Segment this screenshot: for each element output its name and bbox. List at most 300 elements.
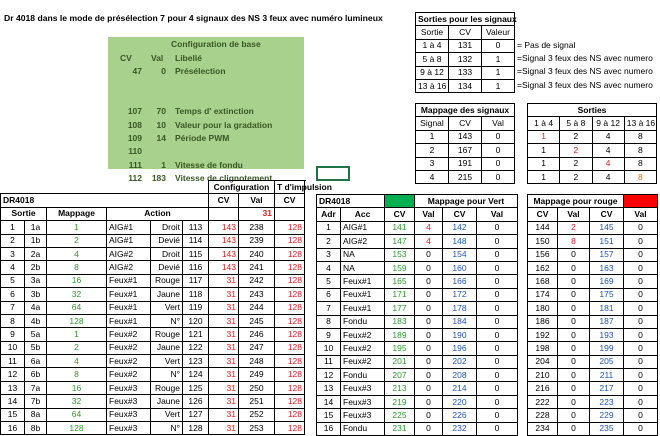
table-cell: 2 bbox=[560, 144, 592, 157]
table-cell: 2 bbox=[47, 234, 107, 247]
table-cell: Droit bbox=[151, 221, 183, 234]
table-row bbox=[528, 382, 658, 395]
table-cell: 3 bbox=[317, 248, 341, 261]
table-cell: 5 bbox=[1, 274, 25, 287]
table-cell: 208 bbox=[443, 369, 477, 382]
table-cell: 245 bbox=[239, 314, 275, 327]
table-cell: Vert bbox=[151, 355, 183, 368]
table-cell: 162 bbox=[528, 261, 558, 274]
table-cell: 143 bbox=[209, 234, 239, 247]
table-cell: 132 bbox=[449, 53, 482, 66]
table-cell: 202 bbox=[443, 355, 477, 368]
table-cell: Feux#2 bbox=[341, 355, 385, 368]
table-cell: 8 bbox=[624, 130, 656, 143]
table-cell: 0 bbox=[624, 235, 658, 248]
table-cell: AIG#1 bbox=[107, 234, 151, 247]
table-cell: 168 bbox=[528, 275, 558, 288]
table-cell: 205 bbox=[590, 355, 624, 368]
table-cell: 0 bbox=[482, 39, 515, 52]
table-cell: 142 bbox=[443, 221, 477, 234]
table-cell: 3 bbox=[416, 157, 449, 170]
table-cell: 2 bbox=[560, 157, 592, 170]
table-cell: 216 bbox=[528, 382, 558, 395]
table-cell: 117 bbox=[183, 274, 209, 287]
table-cell: 147 bbox=[385, 235, 415, 248]
table-cell: 220 bbox=[443, 395, 477, 408]
table-cell: 193 bbox=[590, 328, 624, 341]
table-cell: 0 bbox=[477, 342, 518, 355]
vert-header-adr: Adr bbox=[317, 208, 341, 221]
table-cell: 0 bbox=[415, 382, 443, 395]
rouge-header-val1: Val bbox=[558, 208, 590, 221]
table-cell: 248 bbox=[239, 355, 275, 368]
table-cell: 145 bbox=[590, 221, 624, 234]
table-cell: 2a bbox=[25, 247, 47, 260]
signal-type-note: =Signal 3 feux des NS avec numero bbox=[517, 79, 653, 90]
config-base-cell: Vitesse de clignotement bbox=[175, 173, 273, 184]
table-cell: 0 bbox=[558, 355, 590, 368]
table-cell: Feux#1 bbox=[107, 301, 151, 314]
table-cell: 0 bbox=[477, 261, 518, 274]
table-cell: 64 bbox=[47, 301, 107, 314]
table-cell: Jaune bbox=[151, 395, 183, 408]
table-cell: 0 bbox=[415, 409, 443, 422]
table-cell: 207 bbox=[385, 369, 415, 382]
table-cell: 8a bbox=[25, 408, 47, 421]
vert-table bbox=[316, 194, 518, 436]
table-cell: 156 bbox=[528, 248, 558, 261]
table-cell: 160 bbox=[443, 261, 477, 274]
table-row bbox=[528, 144, 657, 157]
table-cell: 229 bbox=[590, 409, 624, 422]
table-cell: 0 bbox=[558, 409, 590, 422]
table-cell: 1a bbox=[25, 221, 47, 234]
config-base-cell: Présélection bbox=[175, 66, 226, 76]
table-row bbox=[416, 79, 515, 92]
table-cell: Feux#1 bbox=[107, 314, 151, 327]
table-cell: 1 bbox=[528, 130, 560, 143]
config-base-title: Configuration de base bbox=[171, 39, 261, 49]
table-row bbox=[1, 221, 305, 234]
table-cell: 2b bbox=[25, 261, 47, 274]
table-row bbox=[528, 315, 658, 328]
table-cell: 0 bbox=[482, 130, 515, 143]
table-cell: Feux#2 bbox=[107, 355, 151, 368]
sorties-header-2: 5 à 8 bbox=[560, 117, 592, 130]
config-base-cell: 47 bbox=[132, 66, 142, 76]
table-cell: Jaune bbox=[151, 288, 183, 301]
table-cell: 4 bbox=[592, 157, 624, 170]
table-cell: 128 bbox=[275, 221, 305, 234]
table-cell: 0 bbox=[558, 248, 590, 261]
vert-header-val2: Val bbox=[477, 208, 518, 221]
config-base-cell: Vitesse de fondu bbox=[175, 159, 243, 170]
table-cell: 0 bbox=[558, 342, 590, 355]
table-row bbox=[528, 170, 657, 183]
table-cell: Vert bbox=[151, 408, 183, 421]
table-cell: Rouge bbox=[151, 274, 183, 287]
table-cell: 8 bbox=[624, 170, 656, 183]
table-cell: 31 bbox=[209, 301, 239, 314]
table-cell: 6a bbox=[25, 355, 47, 368]
table-cell: 167 bbox=[449, 144, 482, 157]
table-cell: 0 bbox=[624, 261, 658, 274]
table-cell: Feux#1 bbox=[341, 275, 385, 288]
table-cell: 0 bbox=[415, 369, 443, 382]
table-cell: 153 bbox=[385, 248, 415, 261]
table-cell: 0 bbox=[482, 157, 515, 170]
table-cell: 13 bbox=[1, 381, 25, 394]
table-cell: Feux#3 bbox=[341, 382, 385, 395]
table-cell: 187 bbox=[590, 315, 624, 328]
table-row bbox=[317, 261, 518, 274]
table-cell: 180 bbox=[528, 302, 558, 315]
table-cell: Rouge bbox=[151, 381, 183, 394]
table-cell: 9 à 12 bbox=[416, 66, 449, 79]
table-cell: 1b bbox=[25, 234, 47, 247]
table-row bbox=[1, 395, 305, 408]
table-cell: 225 bbox=[385, 409, 415, 422]
selected-cell[interactable] bbox=[316, 166, 350, 181]
table-row bbox=[1, 422, 305, 435]
sorties-table bbox=[527, 103, 657, 184]
mappage-signaux-table bbox=[415, 103, 515, 184]
table-row bbox=[528, 157, 657, 170]
table-cell: 217 bbox=[590, 382, 624, 395]
red-chip bbox=[624, 195, 658, 208]
table-cell: Feux#3 bbox=[341, 395, 385, 408]
table-cell: 127 bbox=[183, 408, 209, 421]
table-cell: 0 bbox=[477, 288, 518, 301]
table-cell: 12 bbox=[317, 369, 341, 382]
table-cell: 247 bbox=[239, 341, 275, 354]
table-cell: 1 bbox=[1, 221, 25, 234]
config-base-cell: 0 bbox=[161, 66, 166, 76]
table-row bbox=[528, 302, 658, 315]
table-cell: 219 bbox=[385, 395, 415, 408]
table-cell: 192 bbox=[528, 328, 558, 341]
table-row bbox=[317, 235, 518, 248]
table-row bbox=[528, 422, 658, 435]
green-chip bbox=[385, 195, 415, 208]
mappage-signaux-title: Mappage des signaux bbox=[416, 104, 515, 117]
table-cell: 31 bbox=[209, 381, 239, 394]
config-base-cell: 112 bbox=[128, 173, 142, 184]
table-cell: 128 bbox=[275, 341, 305, 354]
table-cell: 31 bbox=[209, 288, 239, 301]
table-cell: 9 bbox=[1, 328, 25, 341]
table-cell: AIG#1 bbox=[107, 221, 151, 234]
table-row bbox=[416, 157, 515, 170]
table-cell: 8 bbox=[624, 157, 656, 170]
table-cell: 157 bbox=[590, 248, 624, 261]
table-cell: Devié bbox=[151, 261, 183, 274]
table-row bbox=[416, 144, 515, 157]
table-cell: 133 bbox=[449, 66, 482, 79]
table-cell: 0 bbox=[477, 409, 518, 422]
table-cell: 251 bbox=[239, 395, 275, 408]
table-cell: 183 bbox=[385, 315, 415, 328]
table-row bbox=[317, 288, 518, 301]
table-cell: 7a bbox=[25, 381, 47, 394]
table-cell: 150 bbox=[528, 235, 558, 248]
table-cell: 118 bbox=[183, 288, 209, 301]
table-cell: 1 bbox=[47, 328, 107, 341]
table-cell: 2 bbox=[1, 234, 25, 247]
table-cell: 0 bbox=[477, 328, 518, 341]
rouge-table bbox=[527, 194, 658, 436]
sorties-header-valeur: Valeur bbox=[482, 26, 515, 39]
table-cell: 128 bbox=[275, 274, 305, 287]
table-cell: 0 bbox=[624, 248, 658, 261]
table-cell: 7b bbox=[25, 395, 47, 408]
table-cell: 8 bbox=[47, 261, 107, 274]
table-cell: Devié bbox=[151, 234, 183, 247]
config-base-header: Val bbox=[151, 53, 164, 63]
table-row bbox=[1, 247, 305, 260]
table-cell: 4 bbox=[592, 144, 624, 157]
table-cell: AIG#2 bbox=[107, 247, 151, 260]
table-cell: 253 bbox=[239, 422, 275, 435]
table-cell: 128 bbox=[47, 422, 107, 435]
table-cell: 31 bbox=[209, 422, 239, 435]
table-cell: 2 bbox=[560, 170, 592, 183]
table-cell: 32 bbox=[47, 288, 107, 301]
table-row bbox=[1, 341, 305, 354]
table-cell: 11 bbox=[317, 355, 341, 368]
table-row bbox=[317, 395, 518, 408]
table-cell: 15 bbox=[1, 408, 25, 421]
table-cell: 0 bbox=[624, 355, 658, 368]
table-row bbox=[1, 301, 305, 314]
table-cell: N° bbox=[151, 368, 183, 381]
mappage-header-cv: CV bbox=[449, 117, 482, 130]
table-row bbox=[1, 234, 305, 247]
config-base-cell: 110 bbox=[128, 146, 142, 157]
table-cell: 122 bbox=[183, 341, 209, 354]
table-row bbox=[317, 302, 518, 315]
table-cell: 0 bbox=[415, 288, 443, 301]
table-cell: 246 bbox=[239, 328, 275, 341]
table-cell: 199 bbox=[590, 342, 624, 355]
vert-header-cv1: CV bbox=[385, 208, 415, 221]
table-cell: 169 bbox=[590, 275, 624, 288]
config-base-header: CV bbox=[120, 53, 132, 63]
table-cell: Feux#2 bbox=[107, 341, 151, 354]
table-row bbox=[1, 368, 305, 381]
rouge-map-title: Mappage pour rouge bbox=[528, 195, 624, 208]
table-cell: 204 bbox=[528, 355, 558, 368]
vert-dr4018-title: DR4018 bbox=[317, 195, 385, 208]
table-row bbox=[528, 395, 658, 408]
table-cell: 126 bbox=[183, 395, 209, 408]
table-cell: 0 bbox=[415, 355, 443, 368]
table-cell: 0 bbox=[477, 221, 518, 234]
table-cell: 0 bbox=[624, 409, 658, 422]
table-cell: 8 bbox=[624, 144, 656, 157]
table-cell: 0 bbox=[415, 302, 443, 315]
table-cell: 32 bbox=[47, 395, 107, 408]
table-cell: 195 bbox=[385, 342, 415, 355]
table-cell: 119 bbox=[183, 301, 209, 314]
signal-type-note: =Signal 3 feux des NS avec numero bbox=[517, 66, 653, 77]
table-cell: 1 bbox=[317, 221, 341, 234]
table-cell: Feux#3 bbox=[107, 395, 151, 408]
table-row bbox=[528, 235, 658, 248]
table-cell: 113 bbox=[183, 221, 209, 234]
table-row bbox=[528, 221, 658, 234]
table-cell: 8 bbox=[317, 315, 341, 328]
sorties-signaux-table bbox=[415, 12, 515, 93]
table-cell: 0 bbox=[477, 422, 518, 435]
table-cell: 5b bbox=[25, 341, 47, 354]
config-base-cell: Temps d' extinction bbox=[175, 106, 254, 117]
table-cell: 249 bbox=[239, 368, 275, 381]
table-cell: 128 bbox=[47, 314, 107, 327]
table-cell: 165 bbox=[385, 275, 415, 288]
table-cell: 143 bbox=[209, 261, 239, 274]
table-cell: 31 bbox=[209, 328, 239, 341]
table-cell: 8b bbox=[25, 422, 47, 435]
table-row bbox=[317, 328, 518, 341]
table-cell: 2 bbox=[317, 235, 341, 248]
table-row bbox=[528, 409, 658, 422]
table-cell: 128 bbox=[275, 422, 305, 435]
table-row bbox=[528, 342, 658, 355]
table-cell: NA bbox=[341, 248, 385, 261]
table-cell: 134 bbox=[449, 79, 482, 92]
table-cell: 31 bbox=[209, 314, 239, 327]
table-cell: 128 bbox=[275, 288, 305, 301]
table-cell: 0 bbox=[624, 288, 658, 301]
table-cell: 124 bbox=[183, 368, 209, 381]
table-cell: 128 bbox=[275, 301, 305, 314]
table-cell: 128 bbox=[275, 314, 305, 327]
table-cell: 1 bbox=[482, 79, 515, 92]
table-row bbox=[416, 170, 515, 183]
table-cell: 121 bbox=[183, 328, 209, 341]
table-cell: Feux#3 bbox=[341, 409, 385, 422]
table-cell: AIG#2 bbox=[341, 235, 385, 248]
table-cell: AIG#1 bbox=[341, 221, 385, 234]
table-cell: 64 bbox=[47, 408, 107, 421]
config-base-cell: Valeur pour la gradation bbox=[175, 119, 273, 130]
page-title: Dr 4018 dans le mode de présélection 7 pour 4 signaux des NS 3 feux avec numéro lumineux bbox=[4, 13, 383, 23]
table-cell: 243 bbox=[239, 288, 275, 301]
table-cell: 0 bbox=[624, 422, 658, 435]
table-cell: 1 bbox=[416, 130, 449, 143]
config-base-header: Libellé bbox=[175, 53, 202, 63]
table-cell: 128 bbox=[275, 408, 305, 421]
table-cell: 4 bbox=[592, 170, 624, 183]
table-cell: 0 bbox=[558, 395, 590, 408]
table-cell: 2 bbox=[47, 341, 107, 354]
table-cell: 31 bbox=[209, 355, 239, 368]
table-row bbox=[1, 261, 305, 274]
sorties-header-4: 13 à 16 bbox=[624, 117, 656, 130]
main-subval-config: 31 bbox=[239, 207, 275, 220]
table-row bbox=[317, 315, 518, 328]
table-cell: 184 bbox=[443, 315, 477, 328]
table-cell: 0 bbox=[624, 342, 658, 355]
table-cell: 0 bbox=[477, 395, 518, 408]
table-cell: 16 bbox=[47, 381, 107, 394]
table-cell: 0 bbox=[558, 328, 590, 341]
table-row bbox=[416, 130, 515, 143]
table-cell: 4 bbox=[416, 170, 449, 183]
table-cell: 0 bbox=[624, 275, 658, 288]
table-row bbox=[317, 355, 518, 368]
table-cell: 228 bbox=[528, 409, 558, 422]
table-cell: 0 bbox=[482, 144, 515, 157]
table-cell: 0 bbox=[624, 382, 658, 395]
table-cell: 0 bbox=[624, 395, 658, 408]
table-row bbox=[1, 408, 305, 421]
sorties-signaux-title: Sorties pour les signaux bbox=[416, 13, 515, 26]
table-cell: 172 bbox=[443, 288, 477, 301]
table-cell: 1 à 4 bbox=[416, 39, 449, 52]
table-row bbox=[1, 274, 305, 287]
table-cell: 191 bbox=[449, 157, 482, 170]
table-cell: 128 bbox=[275, 355, 305, 368]
table-cell: 244 bbox=[239, 301, 275, 314]
table-cell: 198 bbox=[528, 342, 558, 355]
table-row bbox=[1, 355, 305, 368]
signal-type-note: = Pas de signal bbox=[517, 39, 576, 50]
main-header-cv1: CV bbox=[209, 194, 239, 207]
table-cell: 0 bbox=[624, 221, 658, 234]
table-cell: Fondu bbox=[341, 369, 385, 382]
table-cell: 4 bbox=[47, 247, 107, 260]
table-cell: Droit bbox=[151, 247, 183, 260]
table-cell: 234 bbox=[528, 422, 558, 435]
config-base-cell: 70 bbox=[156, 106, 166, 117]
table-row bbox=[416, 66, 515, 79]
table-cell: 3 bbox=[1, 247, 25, 260]
table-cell: 31 bbox=[209, 368, 239, 381]
table-cell: 0 bbox=[477, 275, 518, 288]
table-cell: 0 bbox=[415, 328, 443, 341]
table-cell: Feux#1 bbox=[341, 302, 385, 315]
config-base-cell: 111 bbox=[128, 159, 142, 170]
table-cell: 4 bbox=[592, 130, 624, 143]
table-cell: 0 bbox=[558, 302, 590, 315]
table-cell: 0 bbox=[415, 315, 443, 328]
table-cell: 163 bbox=[590, 261, 624, 274]
table-cell: Rouge bbox=[151, 328, 183, 341]
table-cell: 0 bbox=[477, 369, 518, 382]
table-cell: Feux#3 bbox=[107, 408, 151, 421]
table-cell: 7 bbox=[317, 302, 341, 315]
main-header-cv2: CV bbox=[275, 194, 305, 207]
table-cell: 2 bbox=[416, 144, 449, 157]
table-cell: 2 bbox=[558, 221, 590, 234]
sorties-header-1: 1 à 4 bbox=[528, 117, 560, 130]
table-cell: 190 bbox=[443, 328, 477, 341]
table-cell: 128 bbox=[275, 328, 305, 341]
table-cell: 226 bbox=[443, 409, 477, 422]
table-cell: Feux#1 bbox=[107, 288, 151, 301]
table-cell: 196 bbox=[443, 342, 477, 355]
table-cell: 0 bbox=[482, 170, 515, 183]
table-cell: 210 bbox=[528, 369, 558, 382]
mappage-header-val: Val bbox=[482, 117, 515, 130]
table-cell: 242 bbox=[239, 274, 275, 287]
table-cell: 252 bbox=[239, 408, 275, 421]
config-base-cell: 14 bbox=[156, 133, 166, 143]
table-cell: 0 bbox=[624, 328, 658, 341]
signal-type-note: =Signal 3 feux des NS avec numero bbox=[517, 52, 653, 63]
